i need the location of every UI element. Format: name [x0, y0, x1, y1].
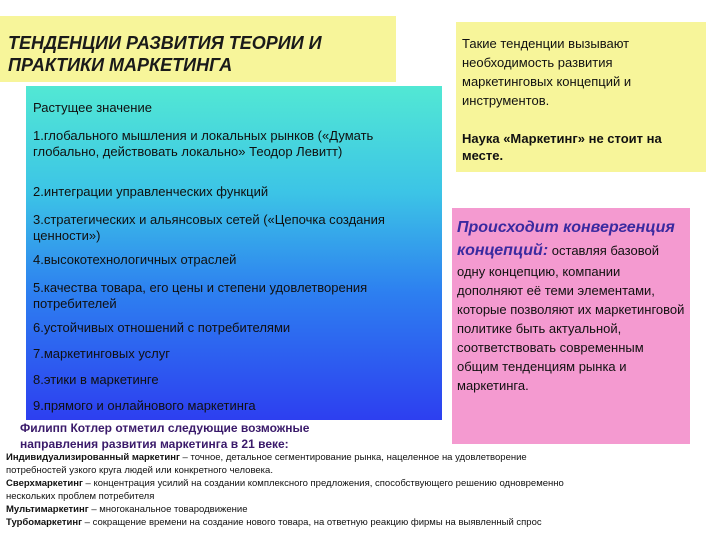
science-text: Наука «Маркетинг» не стоит на месте.: [462, 131, 662, 163]
trends-box: [456, 22, 706, 172]
direction-text: – многоканальное товародвижение: [88, 504, 248, 515]
direction-line: [6, 503, 718, 516]
direction-term: Индивидуализированный маркетинг: [6, 452, 180, 463]
direction-line: [6, 516, 718, 529]
growing-item-2: 2.интеграции управленческих функций: [33, 184, 269, 199]
convergence-text: [457, 216, 685, 395]
direction-line: [6, 451, 718, 464]
direction-term: Мультимаркетинг: [6, 504, 89, 515]
convergence-box: [452, 208, 690, 444]
growing-item-1: 1.глобального мышления и локальных рынков («Думать глобально, действовать локально» Теодор Левитт): [33, 128, 374, 159]
kotler-note: Филипп Котлер отметил следующие возможные направления развития маркетинга в 21 веке:: [20, 421, 310, 451]
growing-item-4: 4.высокотехнологичных отраслей: [33, 252, 237, 267]
direction-line: [6, 477, 718, 490]
convergence-rest: оставляя базовой одну концепцию, компании дополняют её теми элементами, которые позволяют их маркетинговой политике быть актуальной, соответствовать современным общим тенденциям рынка и маркетинга.: [457, 243, 685, 393]
direction-line: [6, 464, 718, 477]
direction-line: [6, 490, 718, 503]
growing-heading: Растущее значение: [33, 100, 152, 115]
growing-item-6: 6.устойчивых отношений с потребителями: [33, 320, 291, 335]
growing-item-3: 3.стратегических и альянсовых сетей («Цепочка создания ценности»): [33, 212, 385, 243]
trends-text: Такие тенденции вызывают необходимость развития маркетинговых концепций и инструментов.: [462, 36, 632, 108]
slide-title: ТЕНДЕНЦИИ РАЗВИТИЯ ТЕОРИИ И ПРАКТИКИ МАРКЕТИНГА: [8, 33, 322, 75]
growing-item-8: 8.этики в маркетинге: [33, 372, 159, 387]
direction-text: – концентрация усилий на создании комплексного предложения, способствующего решению одновременно: [82, 478, 564, 489]
growing-item-9: 9.прямого и онлайнового маркетинга: [33, 398, 256, 413]
direction-term: Сверхмаркетинг: [6, 478, 83, 489]
growing-importance-box: [26, 86, 442, 420]
title-box: [0, 16, 396, 82]
direction-text: нескольких проблем потребителя: [6, 491, 155, 502]
convergence-lead: Происходит конвергенция концепций:: [457, 219, 675, 259]
direction-text: потребностей узкого круга людей или конкретного человека.: [6, 465, 273, 476]
growing-item-7: 7.маркетинговых услуг: [33, 346, 170, 361]
direction-text: – сокращение времени на создание нового товара, на ответную реакцию фирмы на выявленный спрос: [82, 517, 542, 528]
direction-text: – точное, детальное сегментирование рынка, нацеленное на удовлетворение: [179, 452, 527, 463]
directions-list: [6, 451, 718, 529]
growing-item-5: 5.качества товара, его цены и степени удовлетворения потребителей: [33, 280, 368, 311]
direction-term: Турбомаркетинг: [6, 517, 83, 528]
